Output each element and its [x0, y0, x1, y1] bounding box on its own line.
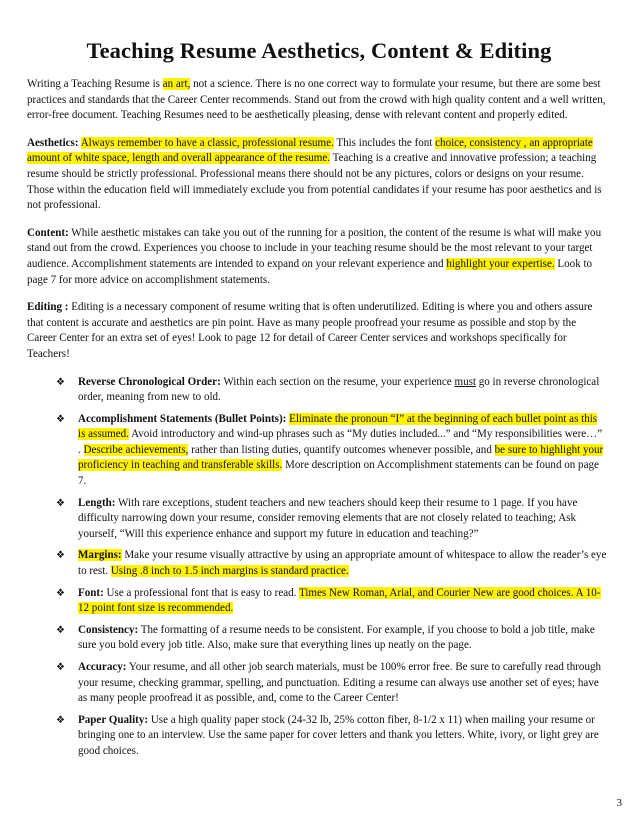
aesthetics-paragraph: [27, 136, 607, 214]
section-label: Editing :: [27, 301, 69, 314]
underlined-text: must: [454, 375, 476, 388]
body-text: go in reverse chronological order, meaning from new to old.: [78, 375, 600, 404]
diamond-bullet-icon: ❖: [56, 413, 65, 425]
intro-text: Writing a Teaching Resume is: [27, 78, 163, 90]
highlight: highlight your expertise.: [446, 257, 555, 270]
body-text: Avoid introductory and wind-up phrases such as “My duties included...” and “My responsibilities were…” .: [78, 428, 603, 456]
diamond-bullet-icon: ❖: [56, 587, 65, 599]
section-label: Aesthetics:: [27, 136, 79, 149]
bullet-label: Reverse Chronological Order:: [78, 375, 221, 388]
body-text: Editing is a necessary component of resume writing that is often underutilized. Editing is where you and others assure that content is accurate and aesthetics are pin point. Have as many people proofread your resume as possible and stop by the Career Center for an extra set of eyes! Look to page 12 for detail of Career Center services and workshops specifically for Teachers!: [27, 301, 593, 360]
highlight: Using .8 inch to 1.5 inch margins is standard practice.: [110, 565, 349, 578]
body-text: Use a professional font that is easy to read.: [103, 586, 299, 599]
bullet-font: [27, 586, 607, 617]
bullet-label: Paper Quality:: [78, 713, 149, 726]
intro-text: not a science. There is no one correct way to formulate your resume, but there are some best practices and standards that the Career Center recommends. Stand out from the crowd with high quality content and a well written, error-free document. Teaching Resumes need to be aesthetically pleasing, dense with relevant content and properly edited.: [27, 78, 606, 122]
highlight: Always remember to have a classic, professional resume.: [80, 136, 334, 149]
highlight: Describe achievements,: [83, 443, 189, 456]
bullet-label: Font:: [78, 586, 104, 599]
diamond-bullet-icon: ❖: [56, 550, 65, 562]
section-label: Content:: [27, 226, 69, 239]
bullet-label: Consistency:: [78, 623, 139, 636]
content-paragraph: [27, 226, 607, 288]
body-text: The formatting of a resume needs to be consistent. For example, if you choose to bold a job title, make sure you bold every job title. Also, make sure that everything lines up neatly on the page.: [78, 623, 595, 652]
body-text: Look to page 7 for more advice on accomplishment statements.: [27, 257, 593, 286]
diamond-bullet-icon: ❖: [56, 662, 65, 673]
highlight: Times New Roman, Arial, and Courier New are good choices. A 10-12 point font size is recommended.: [78, 586, 601, 615]
highlight: Eliminate the pronoun “I” at the beginning of each bullet point as this is assumed.: [78, 412, 598, 441]
bullet-label: Accomplishment Statements (Bullet Points):: [78, 412, 287, 425]
body-text: This includes the font: [333, 136, 436, 149]
editing-paragraph: [27, 300, 607, 362]
body-text: Your resume, and all other job search materials, must be 100% error free. Be sure to carefully read through your resume, checking grammar, spelling, and punctuation. Editing a resume can always use another set of eyes; have as many people proofread it as possible, and, come to the Career Center!: [78, 661, 602, 705]
bullet-paper-quality: [27, 713, 607, 760]
page-title: Teaching Resume Aesthetics, Content & Editing: [86, 38, 552, 63]
page-number: 3: [616, 797, 622, 809]
highlight: choice, consistency , an appropriate amount of white space, length and overall appearance of the resume.: [27, 136, 593, 165]
body-text: Within each section on the resume, your experience: [220, 375, 455, 388]
bullet-length: [27, 496, 607, 543]
diamond-bullet-icon: ❖: [56, 624, 65, 636]
highlight: be sure to highlight your proficiency in teaching and transferable skills.: [78, 443, 604, 472]
highlight: an art,: [162, 78, 191, 90]
bullet-label: Accuracy:: [78, 661, 127, 673]
body-text: rather than listing duties, quantify outcomes whenever possible, and: [188, 443, 495, 456]
bullet-reverse-chronological: [27, 375, 607, 406]
bullet-label: Margins:: [78, 549, 122, 562]
bullet-label: Length:: [78, 496, 116, 509]
body-text: Use a high quality paper stock (24-32 lb, 25% cotton fiber, 8-1/2 x 11) when mailing your resume or bringing one to an interview. Use the same paper for cover letters and thank you letters. White, ivory, or light grey are good choices.: [78, 713, 599, 757]
intro-paragraph: [27, 77, 607, 124]
body-text: Teaching is a creative and innovative profession; a teaching resume should be strictly professional. Professional means there should not be any pictures, colors or designs on your resume. Those within the education field will immediately exclude you from potential candidates if your resume has poor aesthetics and is not professional.: [27, 152, 602, 212]
bullet-margins: [27, 548, 607, 579]
document-body: [27, 77, 607, 766]
body-text: With rare exceptions, student teachers and new teachers should keep their resume to 1 page. If you have difficulty narrowing down your resume, consider removing elements that are not closely related to teaching; Ask yourself, “Will this experience enhance and support my future in education and teaching?”: [78, 496, 578, 540]
diamond-bullet-icon: ❖: [56, 714, 65, 726]
bullet-accomplishment-statements: [27, 412, 607, 490]
bullet-consistency: [27, 623, 607, 654]
bullet-accuracy: [27, 660, 607, 707]
diamond-bullet-icon: ❖: [56, 497, 65, 509]
body-text: While aesthetic mistakes can take you out of the running for a position, the content of the resume is what will make you stand out from the crowd. Experiences you choose to include in your teaching resume should be the most relevant to your target audience. Accomplishment statements are intended to expand on your relevant experience and: [27, 226, 602, 270]
body-text: Make your resume visually attractive by using an appropriate amount of whitespace to allow the reader’s eye to rest.: [78, 549, 607, 578]
body-text: More description on Accomplishment statements can be found on page 7.: [78, 459, 599, 488]
diamond-bullet-icon: ❖: [56, 376, 65, 388]
